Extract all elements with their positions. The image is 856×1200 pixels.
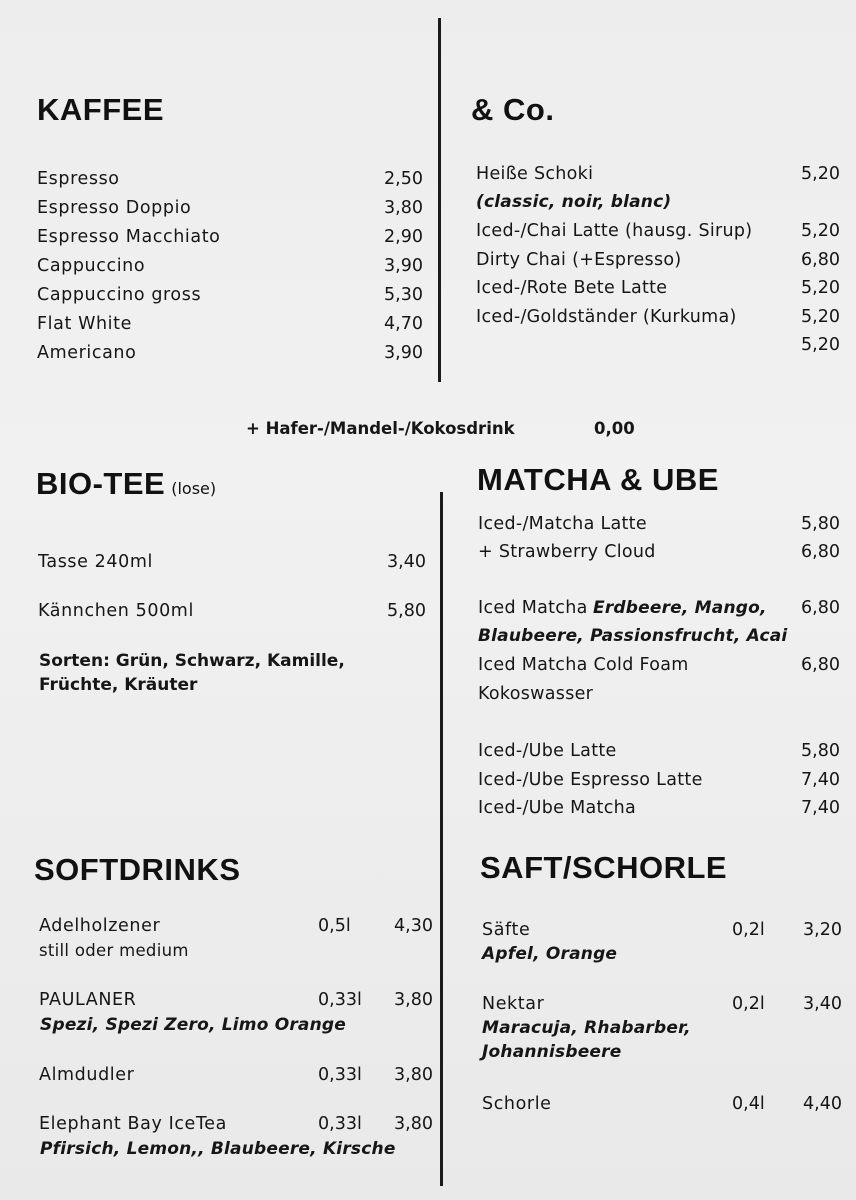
menu-item-price: 4,30 [394,916,433,936]
biotee-subtitle: (lose) [171,479,217,498]
column-divider-top [438,18,441,382]
plant-milk-addon-label: + Hafer-/Mandel-/Kokosdrink [246,419,515,438]
menu-item-price: 5,20 [801,278,840,298]
menu-item-name: Säfte [482,920,531,940]
biotee-sorts-line1: Sorten: Grün, Schwarz, Kamille, [39,651,345,671]
menu-item-size: 0,33l [318,990,362,1010]
menu-item-variant: still oder medium [39,941,189,960]
menu-item-name: Iced-/Ube Latte [478,741,617,761]
menu-item-name: Iced-/Matcha Latte [478,514,647,534]
menu-item-variant: (classic, noir, blanc) [476,192,672,212]
column-divider-bottom [440,492,443,1186]
menu-item-name: Iced Matcha [478,598,588,618]
menu-item-price: 6,80 [801,250,840,270]
menu-item-name: Elephant Bay IceTea [39,1114,227,1134]
menu-item-size: 0,5l [318,916,351,936]
menu-item-price: 3,80 [384,198,423,218]
menu-item-name: Iced-/Goldständer (Kurkuma) [476,307,737,327]
menu-item-name: + Strawberry Cloud [478,542,656,562]
menu-item-price: 7,40 [801,770,840,790]
menu-item-price: 7,40 [801,798,840,818]
menu-item-name: Iced Matcha Cold Foam [478,655,689,675]
menu-item-name: Espresso Macchiato [37,227,221,247]
menu-item-price: 3,90 [384,256,423,276]
menu-item-variant: Pfirsich, Lemon,, Blaubeere, Kirsche [40,1139,396,1159]
menu-item-price: 5,80 [387,601,426,621]
menu-item-name: Iced-/Chai Latte (hausg. Sirup) [476,221,753,241]
biotee-sorts-line2: Früchte, Kräuter [39,675,198,695]
menu-item-name: Heiße Schoki [476,164,594,184]
menu-item-price: 3,80 [394,1065,433,1085]
menu-item-variant: Johannisbeere [482,1042,622,1062]
menu-item-price: 5,20 [801,335,840,355]
co-title: & Co. [471,92,555,127]
menu-item-price: 2,90 [384,227,423,247]
menu-item-price: 5,30 [384,285,423,305]
menu-item-variant: Erdbeere, Mango, [593,598,767,618]
menu-item-name: Espresso [37,169,120,189]
menu-item-price: 3,80 [394,1114,433,1134]
softdrinks-title: SOFTDRINKS [34,852,241,887]
menu-item-price: 5,20 [801,221,840,241]
kaffee-title: KAFFEE [37,92,164,127]
saft-title: SAFT/SCHORLE [480,850,728,885]
menu-item-price: 5,20 [801,307,840,327]
menu-item-name: Cappuccino gross [37,285,202,305]
menu-item-name: Iced-/Rote Bete Latte [476,278,668,298]
plant-milk-addon-price: 0,00 [594,419,635,438]
menu-item-name: Schorle [482,1094,552,1114]
matcha-title: MATCHA & UBE [477,462,719,497]
menu-item-name: Adelholzener [39,916,161,936]
menu-item-price: 3,40 [387,552,426,572]
menu-item-price: 6,80 [801,598,840,618]
menu-item-name: Espresso Doppio [37,198,192,218]
menu-item-variant: Blaubeere, Passionsfrucht, Acai [478,626,788,646]
menu-item-name: Americano [37,343,137,363]
menu-item-price: 3,40 [803,994,842,1014]
menu-item-price: 5,80 [801,514,840,534]
biotee-title [36,466,216,502]
menu-item-size: 0,33l [318,1065,362,1085]
biotee-title-text: BIO-TEE [36,466,166,501]
menu-item-price: 3,20 [803,920,842,940]
menu-item-size: 0,4l [732,1094,765,1114]
menu-item-name: Cappuccino [37,256,146,276]
menu-item-price: 6,80 [801,655,840,675]
menu-item-price: 3,90 [384,343,423,363]
menu-item-name: Nektar [482,994,545,1014]
menu-item-price: 4,40 [803,1094,842,1114]
menu-item-name: Dirty Chai (+Espresso) [476,250,682,270]
menu-item-name: Iced-/Ube Espresso Latte [478,770,703,790]
menu-item-name: Almdudler [39,1065,135,1085]
menu-item-price: 4,70 [384,314,423,334]
menu-item-price: 2,50 [384,169,423,189]
menu-item-name: Kokoswasser [478,684,594,704]
menu-item-name: Tasse 240ml [38,552,153,572]
menu-item-name: Flat White [37,314,132,334]
menu-item-variant: Apfel, Orange [482,944,618,964]
menu-item-name: PAULANER [39,990,137,1010]
menu-item-price: 5,80 [801,741,840,761]
menu-item-size: 0,2l [732,920,765,940]
menu-item-variant: Maracuja, Rhabarber, [482,1018,691,1038]
menu-item-name: Kännchen 500ml [38,601,194,621]
menu-item-variant: Spezi, Spezi Zero, Limo Orange [40,1015,346,1035]
menu-item-size: 0,2l [732,994,765,1014]
menu-item-price: 3,80 [394,990,433,1010]
menu-item-price: 5,20 [801,164,840,184]
menu-item-name: Iced-/Ube Matcha [478,798,637,818]
menu-item-size: 0,33l [318,1114,362,1134]
menu-item-price: 6,80 [801,542,840,562]
